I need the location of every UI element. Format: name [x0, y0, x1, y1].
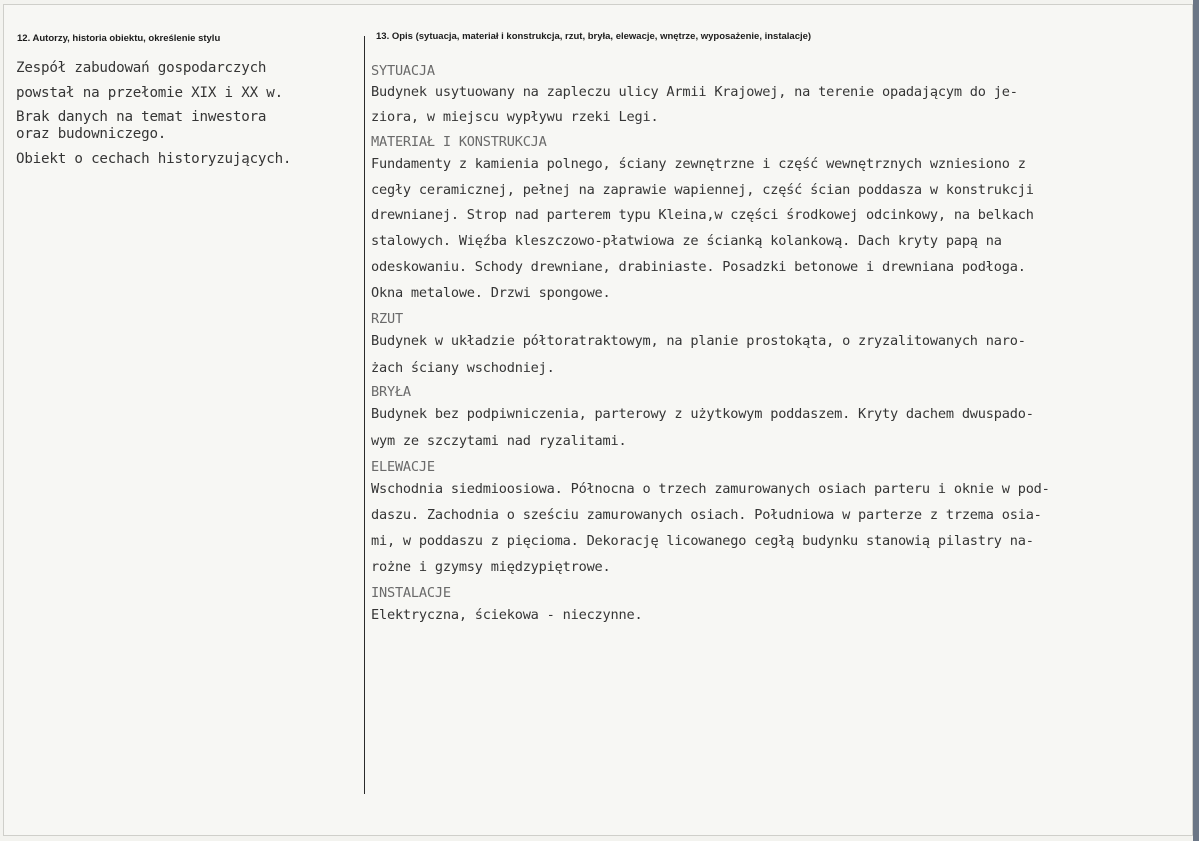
description-line: cegły ceramicznej, pełnej na zaprawie wapiennej, część ścian poddasza w konstrukcji	[371, 182, 1034, 198]
section-title-massing: BRYŁA	[371, 384, 411, 400]
section-12-heading: 12. Autorzy, historia obiektu, określenie stylu	[17, 33, 221, 44]
history-line: Zespół zabudowań gospodarczych	[16, 60, 267, 76]
section-13-heading: 13. Opis (sytuacja, materiał i konstrukcja, rzut, bryła, elewacje, wnętrze, wyposażenie, instalacje)	[376, 31, 812, 42]
history-line: Brak danych na temat inwestora	[16, 109, 267, 125]
description-line: odeskowaniu. Schody drewniane, drabiniaste. Posadzki betonowe i drewniana podłoga.	[371, 259, 1026, 275]
section-title-installations: INSTALACJE	[371, 585, 451, 601]
description-line: rożne i gzymsy międzypiętrowe.	[371, 559, 611, 575]
history-line: Obiekt o cechach historyzujących.	[16, 151, 292, 167]
history-line: powstał na przełomie XIX i XX w.	[16, 85, 283, 101]
description-line: daszu. Zachodnia o sześciu zamurowanych osiach. Południowa w parterze z trzema osia-	[371, 507, 1042, 523]
column-divider	[364, 36, 365, 794]
description-line: Budynek usytuowany na zapleczu ulicy Armii Krajowej, na terenie opadającym do je-	[371, 84, 1018, 100]
description-line: Budynek w układzie półtoratraktowym, na planie prostokąta, o zryzalitowanych naro-	[371, 333, 1026, 349]
description-line: ziora, w miejscu wypływu rzeki Legi.	[371, 109, 659, 125]
section-title-plan: RZUT	[371, 311, 403, 327]
description-line: Budynek bez podpiwniczenia, parterowy z użytkowym poddaszem. Kryty dachem dwuspado-	[371, 406, 1034, 422]
section-title-elevations: ELEWACJE	[371, 459, 435, 475]
card-edge	[1193, 0, 1199, 841]
description-line: mi, w poddaszu z pięcioma. Dekorację licowanego cegłą budynku stanowią pilastry na-	[371, 533, 1034, 549]
description-line: stalowych. Więźba kleszczowo-płatwiowa ze ścianką kolankową. Dach kryty papą na	[371, 233, 1002, 249]
description-line: Okna metalowe. Drzwi spongowe.	[371, 285, 611, 301]
section-title-situation: SYTUACJA	[371, 63, 435, 79]
description-line: drewnianej. Strop nad parterem typu Kleina,w części środkowej odcinkowy, na belkach	[371, 207, 1034, 223]
description-line: Wschodnia siedmioosiowa. Północna o trzech zamurowanych osiach parteru i oknie w pod-	[371, 481, 1050, 497]
history-line: oraz budowniczego.	[16, 126, 167, 142]
description-line: Fundamenty z kamienia polnego, ściany zewnętrzne i część wewnętrznych wzniesiono z	[371, 156, 1026, 172]
description-line: wym ze szczytami nad ryzalitami.	[371, 433, 627, 449]
description-line: Elektryczna, ściekowa - nieczynne.	[371, 607, 643, 623]
description-line: żach ściany wschodniej.	[371, 360, 555, 376]
section-title-material: MATERIAŁ I KONSTRUKCJA	[371, 134, 547, 150]
